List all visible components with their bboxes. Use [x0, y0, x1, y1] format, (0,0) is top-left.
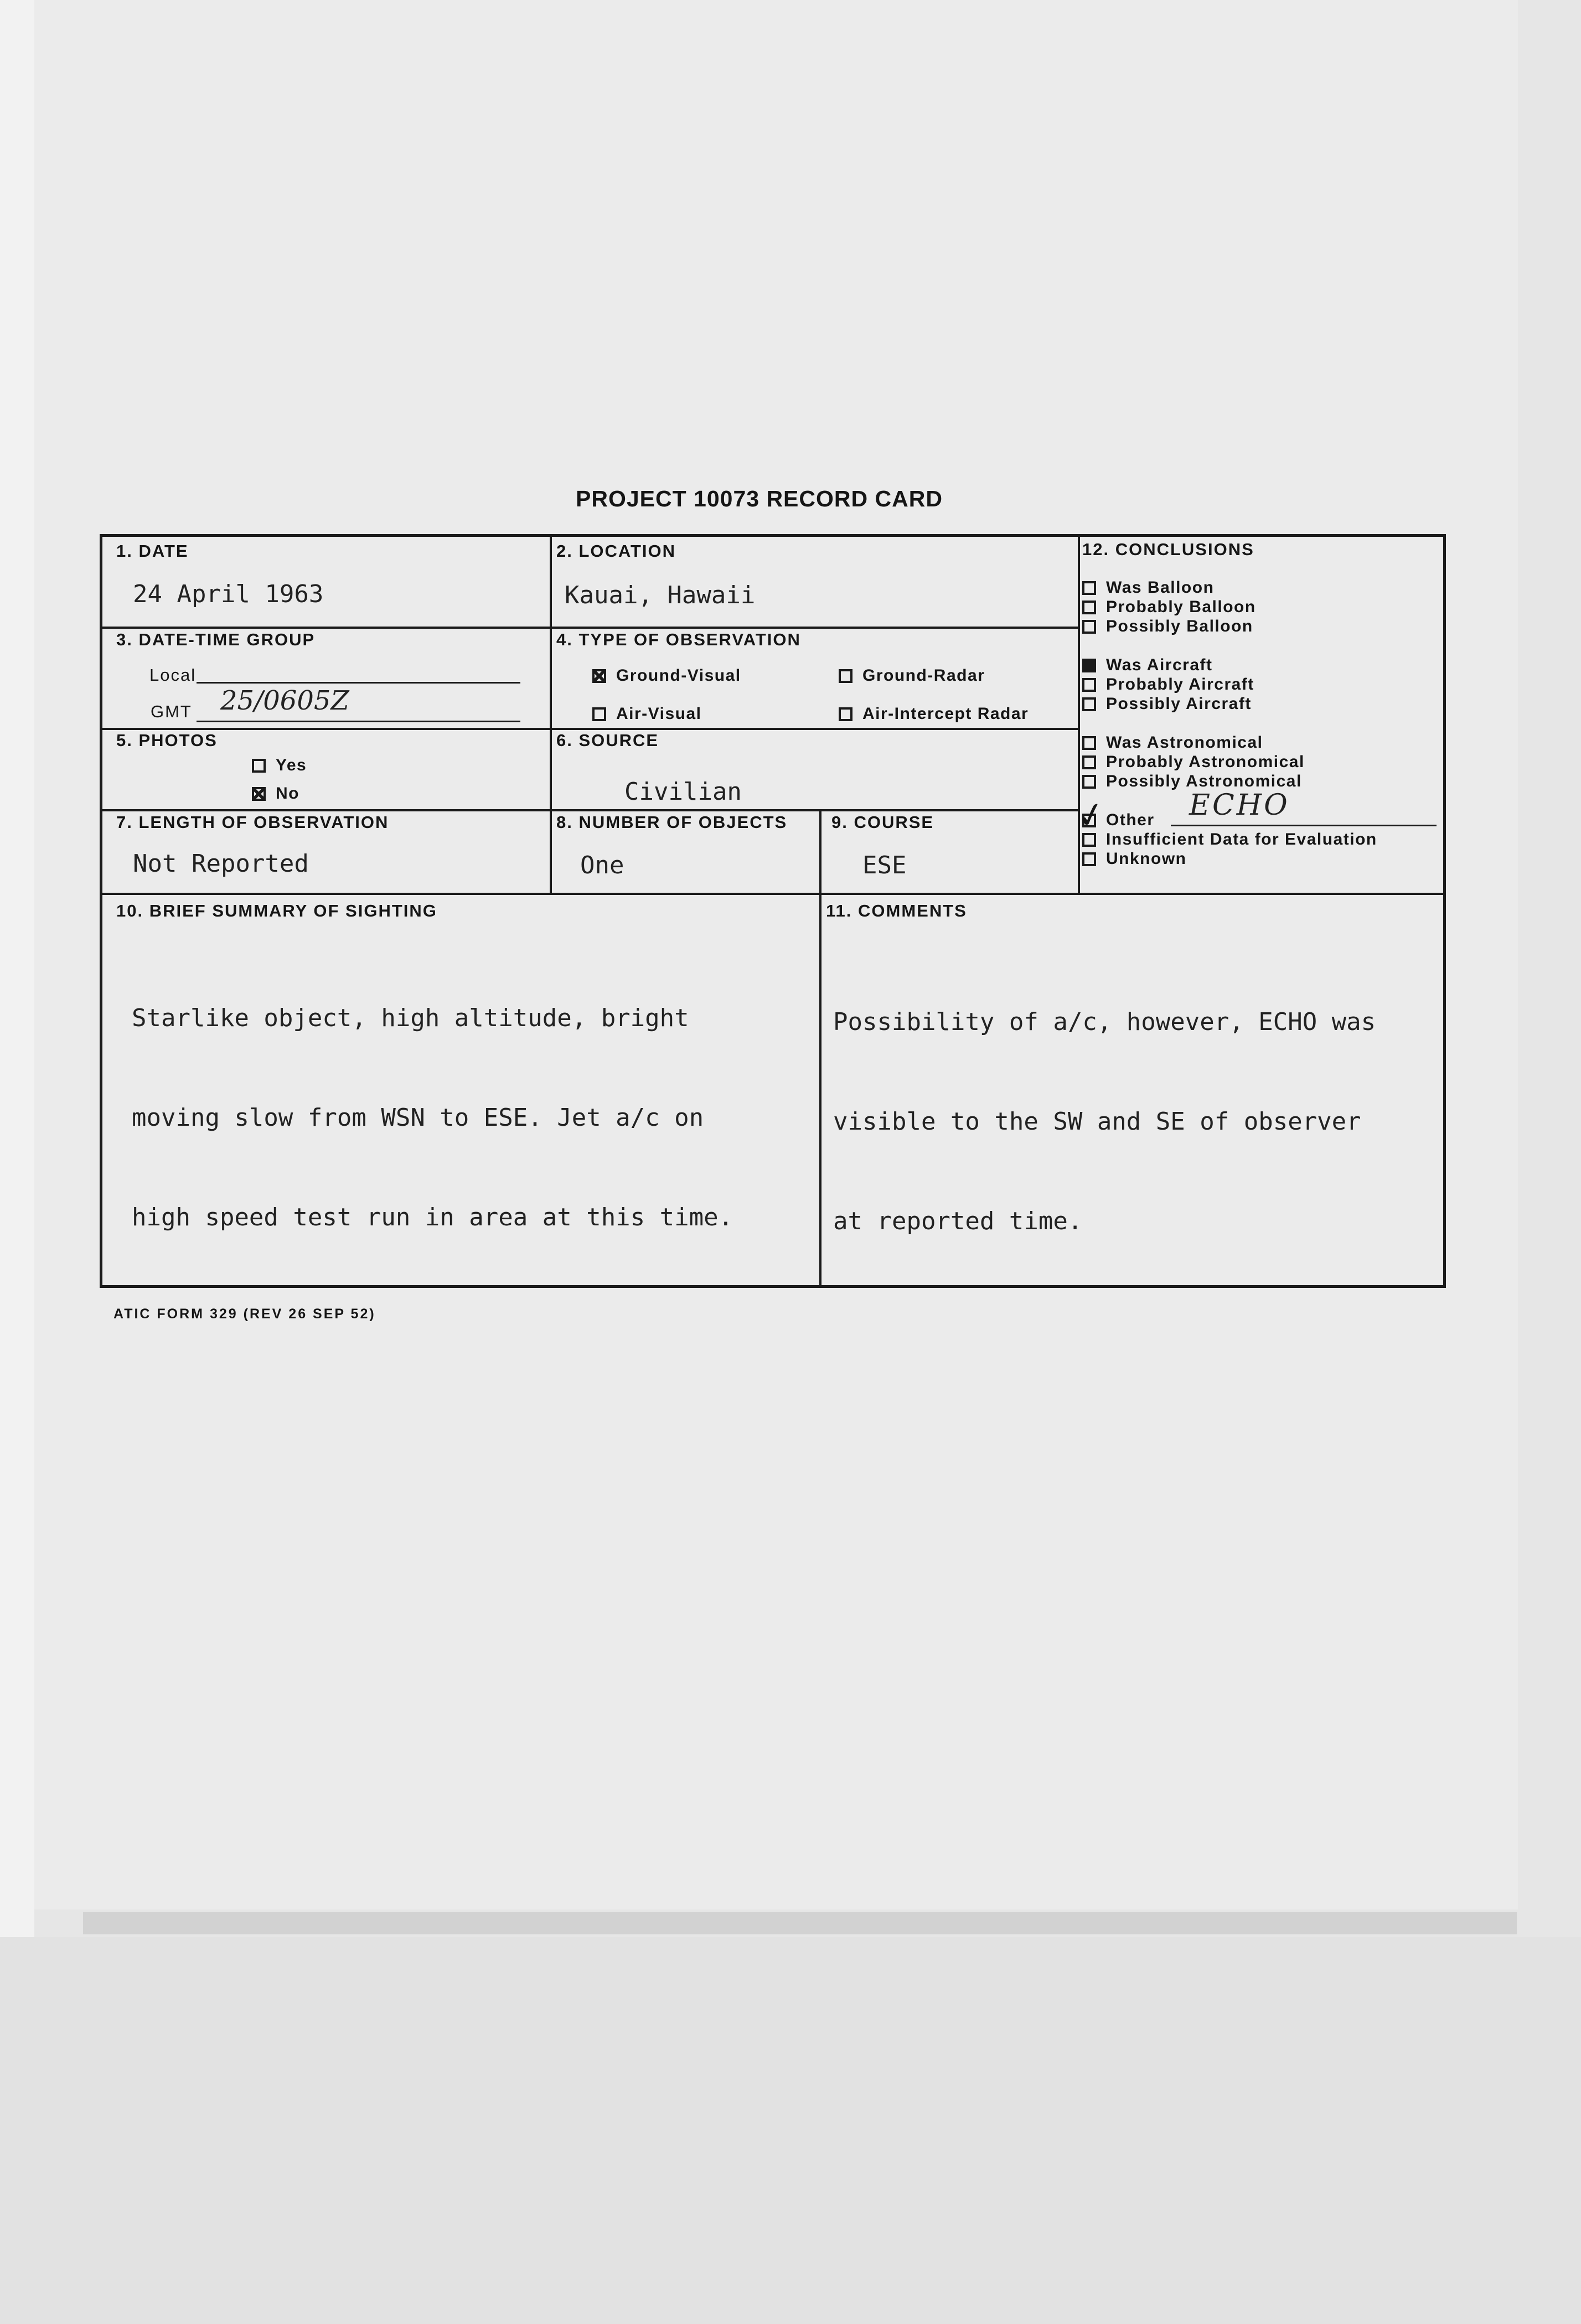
length-label: 7. LENGTH OF OBSERVATION	[116, 812, 389, 832]
checkbox[interactable]	[1082, 852, 1096, 866]
grid-line	[102, 728, 1079, 730]
checkbox[interactable]	[592, 707, 606, 721]
location-label: 2. LOCATION	[556, 541, 676, 561]
conclusion-probably-astronomical[interactable]: Probably Astronomical	[1082, 753, 1305, 772]
option-air-intercept-radar[interactable]: Air-Intercept Radar	[839, 705, 1029, 723]
observation-type-label: 4. TYPE OF OBSERVATION	[556, 630, 801, 649]
option-photos-yes[interactable]: Yes	[252, 756, 307, 775]
conclusion-possibly-aircraft[interactable]: Possibly Aircraft	[1082, 695, 1252, 713]
gmt-value: 25/0605Z	[220, 685, 349, 716]
source-label: 6. SOURCE	[556, 731, 659, 750]
checkbox[interactable]	[1082, 601, 1096, 614]
conclusion-was-astronomical[interactable]: Was Astronomical	[1082, 733, 1263, 752]
conclusion-was-aircraft[interactable]: Was Aircraft	[1082, 656, 1213, 675]
checkbox[interactable]	[592, 669, 606, 683]
card-title: PROJECT 10073 RECORD CARD	[576, 486, 943, 511]
grid-line	[819, 809, 822, 1286]
checkbox[interactable]	[1082, 620, 1096, 634]
option-ground-radar[interactable]: Ground-Radar	[839, 666, 985, 685]
checkbox[interactable]	[252, 759, 266, 773]
other-underline	[1171, 825, 1437, 826]
conclusion-was-balloon[interactable]: Was Balloon	[1082, 578, 1214, 597]
conclusion-probably-aircraft[interactable]: Probably Aircraft	[1082, 675, 1254, 694]
grid-line	[550, 537, 552, 893]
conclusions-label: 12. CONCLUSIONS	[1082, 540, 1254, 559]
local-underline	[197, 682, 520, 684]
checkbox[interactable]	[1082, 814, 1096, 827]
checkbox[interactable]	[1082, 678, 1096, 692]
conclusion-possibly-astronomical[interactable]: Possibly Astronomical	[1082, 772, 1302, 791]
date-value: 24 April 1963	[133, 580, 324, 608]
grid-line	[1078, 537, 1080, 893]
datetime-group-label: 3. DATE-TIME GROUP	[116, 630, 316, 649]
comments-label: 11. COMMENTS	[826, 901, 967, 920]
option-air-visual[interactable]: Air-Visual	[592, 705, 702, 723]
source-value: Civilian	[624, 778, 742, 806]
conclusion-insufficient-data[interactable]: Insufficient Data for Evaluation	[1082, 830, 1377, 849]
course-label: 9. COURSE	[831, 812, 934, 832]
checkbox[interactable]	[1082, 581, 1096, 595]
grid-line	[102, 893, 1444, 895]
option-photos-no[interactable]: No	[252, 784, 299, 803]
checkbox[interactable]	[1082, 775, 1096, 789]
conclusion-other[interactable]: ✓ Other	[1082, 811, 1155, 830]
other-value: ECHO	[1189, 789, 1290, 822]
length-value: Not Reported	[133, 850, 309, 878]
location-value: Kauai, Hawaii	[565, 581, 756, 609]
checkbox[interactable]	[1082, 736, 1096, 750]
grid-line	[102, 627, 1079, 629]
gmt-underline	[197, 721, 520, 722]
conclusion-unknown[interactable]: Unknown	[1082, 850, 1187, 868]
checkbox[interactable]	[1082, 833, 1096, 847]
option-ground-visual[interactable]: Ground-Visual	[592, 666, 741, 685]
photos-label: 5. PHOTOS	[116, 731, 218, 750]
objects-label: 8. NUMBER OF OBJECTS	[556, 812, 788, 832]
background-area	[0, 1937, 1581, 2324]
paper-shadow	[83, 1912, 1517, 1934]
date-label: 1. DATE	[116, 541, 189, 561]
checkbox[interactable]	[252, 787, 266, 801]
objects-value: One	[580, 851, 624, 879]
gmt-label: GMT	[151, 702, 192, 721]
checkbox[interactable]	[1082, 659, 1096, 672]
course-value: ESE	[862, 851, 907, 879]
grid-line	[102, 809, 1079, 811]
form-identifier: ATIC FORM 329 (REV 26 SEP 52)	[113, 1306, 376, 1322]
checkbox[interactable]	[1082, 755, 1096, 769]
local-label: Local	[149, 665, 197, 685]
conclusion-probably-balloon[interactable]: Probably Balloon	[1082, 598, 1256, 617]
summary-text: Starlike object, high altitude, bright moving slow from WSN to ESE. Jet a/c on high speed test run in area at this time.	[132, 1004, 733, 1231]
checkbox[interactable]	[839, 669, 852, 683]
checkbox[interactable]	[1082, 697, 1096, 711]
comments-text: Possibility of a/c, however, ECHO was visible to the SW and SE of observer at reported time.	[833, 1008, 1376, 1235]
conclusion-possibly-balloon[interactable]: Possibly Balloon	[1082, 617, 1253, 636]
checkbox[interactable]	[839, 707, 852, 721]
summary-label: 10. BRIEF SUMMARY OF SIGHTING	[116, 901, 437, 920]
